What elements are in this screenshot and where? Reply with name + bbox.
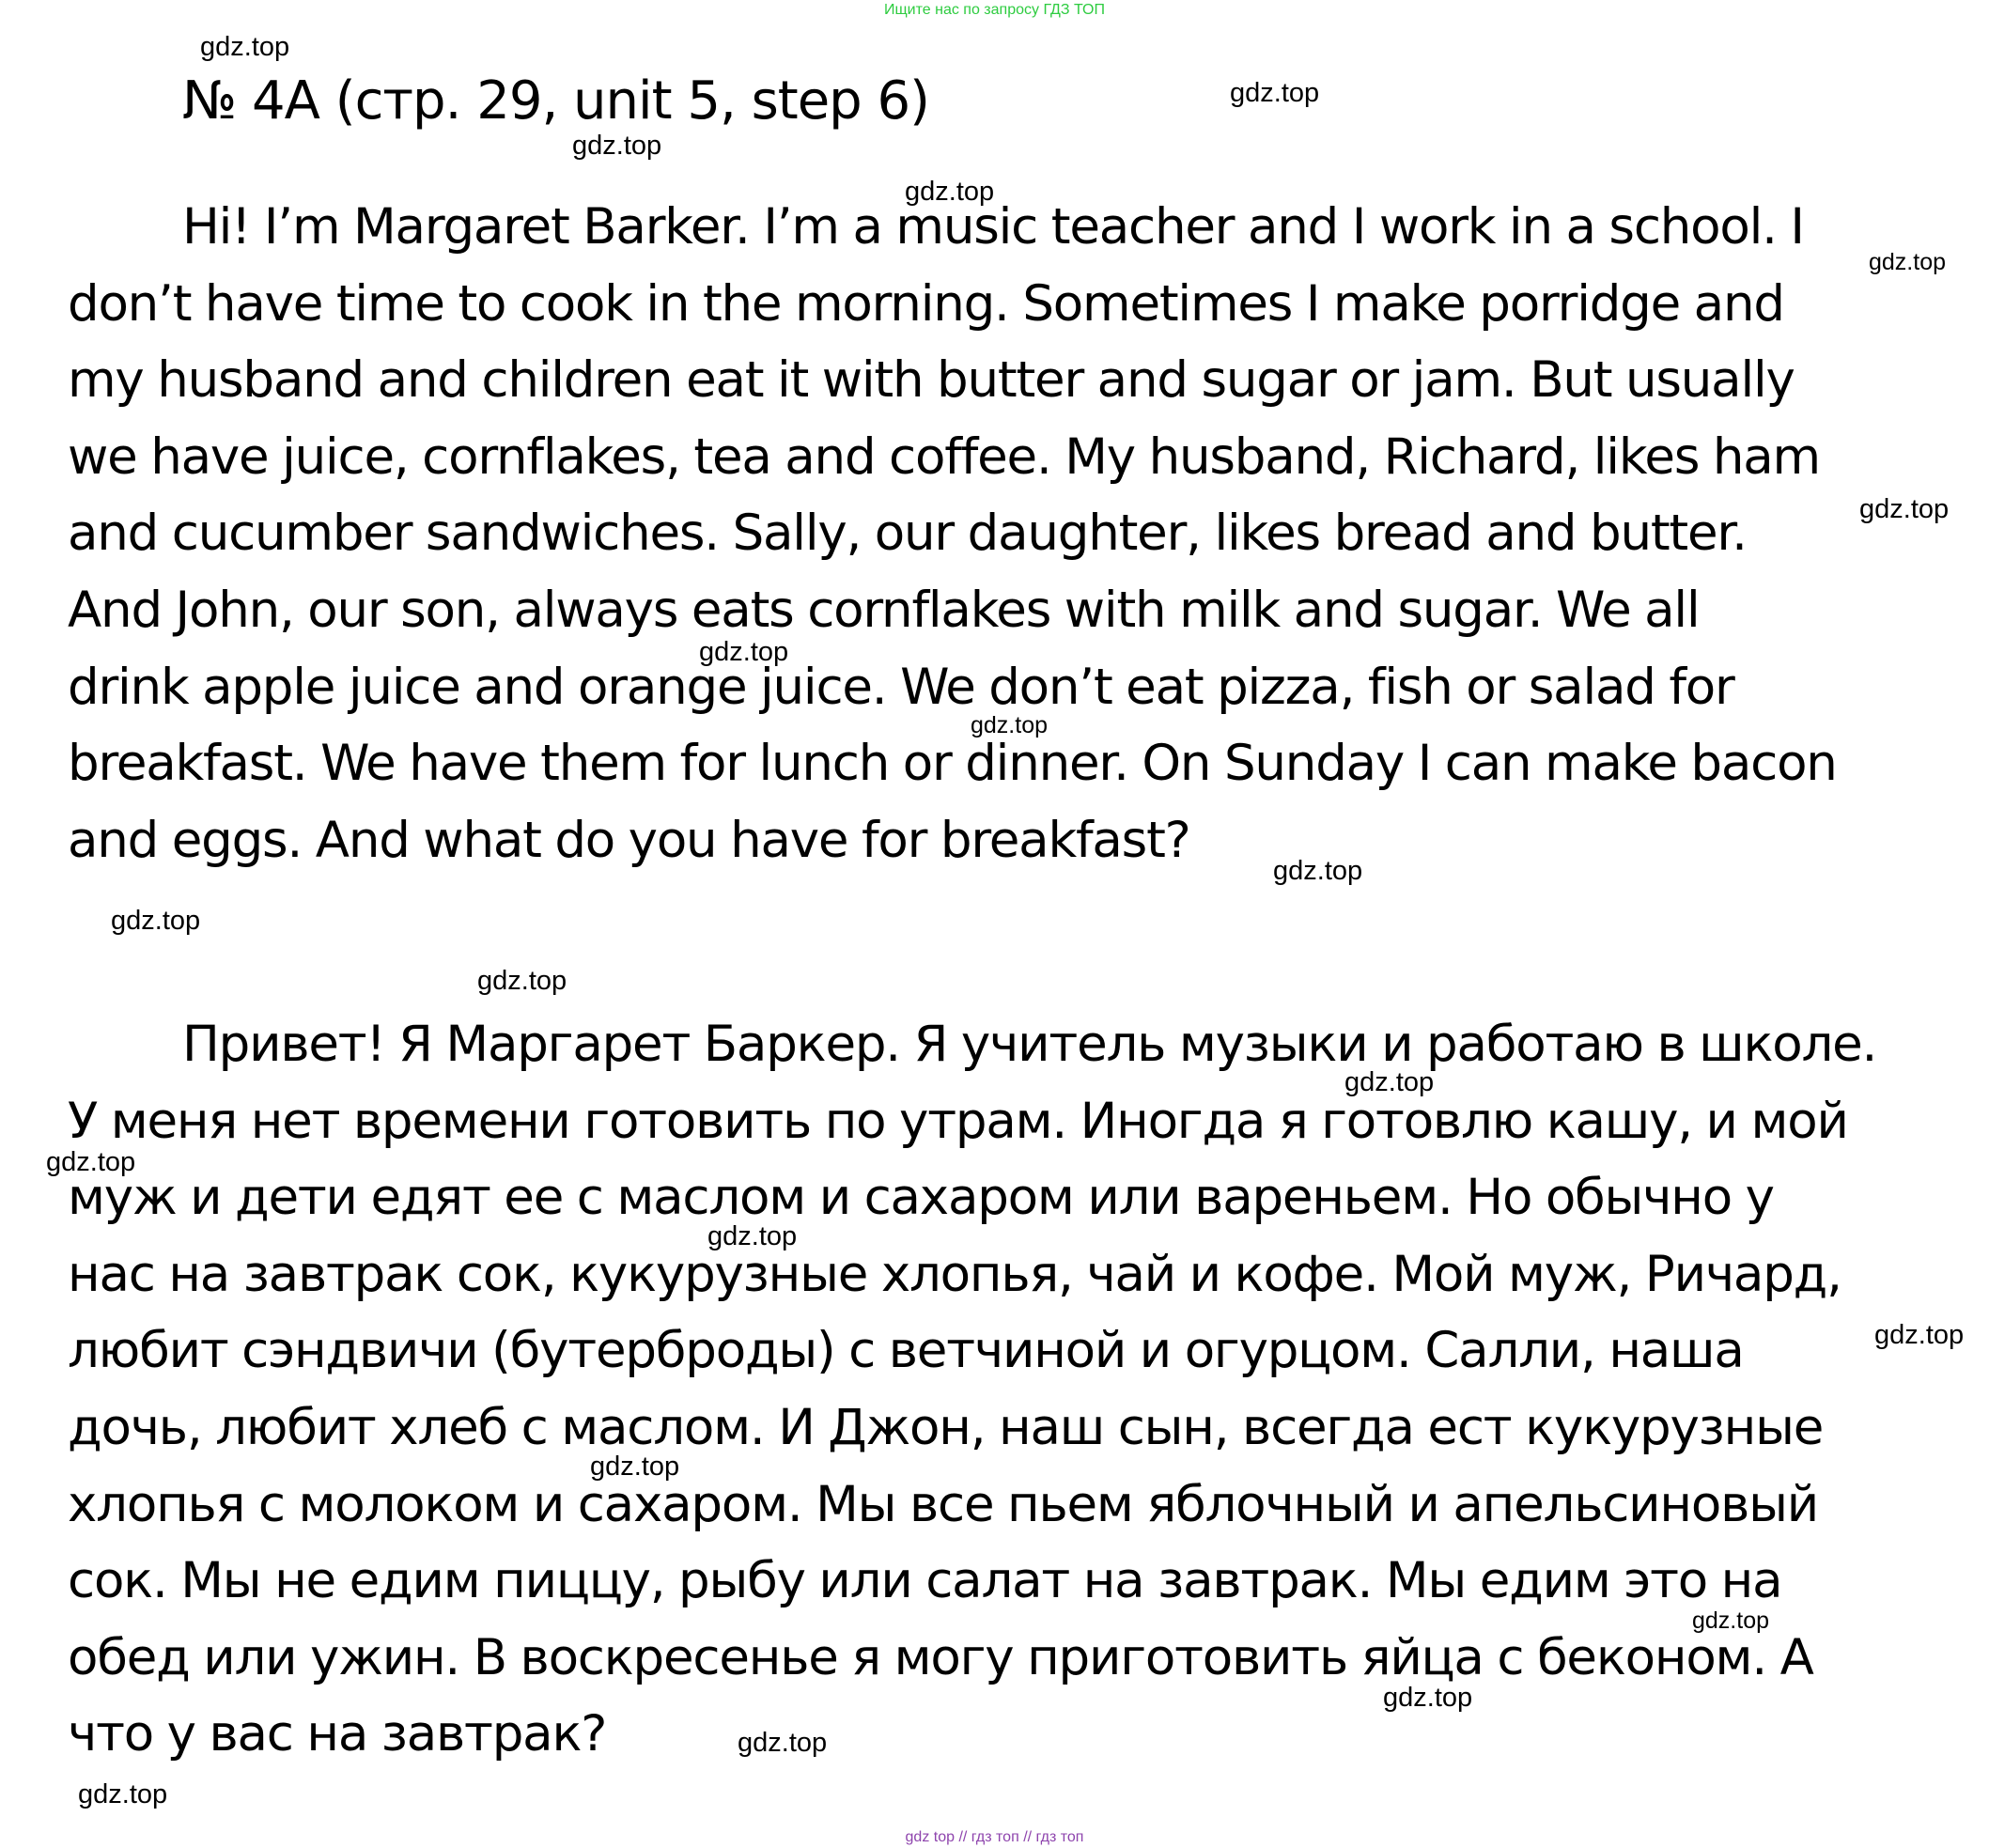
- watermark: gdz.top: [590, 1452, 680, 1482]
- russian-line: любит сэндвичи (бутерброды) с ветчиной и огурцом. Салли, наша: [68, 1322, 1744, 1380]
- russian-line: нас на завтрак сок, кукурузные хлопья, чай и кофе. Мой муж, Ричард,: [68, 1245, 1841, 1303]
- watermark: gdz.top: [572, 131, 662, 161]
- watermark: gdz.top: [477, 966, 567, 996]
- russian-line: дочь, любит хлеб с маслом. И Джон, наш сын, всегда ест кукурузные: [68, 1398, 1824, 1456]
- footer-watermark: gdz top // гдз топ // гдз топ: [905, 1829, 1084, 1845]
- russian-line: муж и дети едят ее с маслом и сахаром или вареньем. Но обычно у: [68, 1169, 1774, 1227]
- watermark: gdz.top: [1383, 1683, 1473, 1713]
- top-banner: Ищите нас по запросу ГДЗ ТОП: [884, 2, 1105, 18]
- russian-line: что у вас на завтрак?: [68, 1705, 607, 1763]
- watermark: gdz.top: [699, 637, 789, 667]
- english-paragraph: [68, 189, 1981, 878]
- watermark: gdz.top: [46, 1147, 136, 1177]
- watermark: gdz.top: [1859, 494, 1950, 524]
- english-line: and cucumber sandwiches. Sally, our daughter, likes bread and butter.: [68, 505, 1747, 563]
- watermark: gdz.top: [200, 32, 290, 62]
- watermark: gdz.top: [111, 906, 201, 936]
- watermark: gdz.top: [1344, 1067, 1435, 1097]
- english-line: breakfast. We have them for lunch or dinner. On Sunday I can make bacon: [68, 735, 1837, 793]
- english-line: Hi! I’m Margaret Barker. I’m a music teacher and I work in a school. I: [182, 198, 1804, 256]
- watermark: gdz.top: [1273, 856, 1363, 886]
- exercise-title: № 4A (стр. 29, unit 5, step 6): [182, 70, 929, 132]
- russian-line: У меня нет времени готовить по утрам. Иногда я готовлю кашу, и мой: [68, 1092, 1848, 1150]
- english-line: and eggs. And what do you have for breakfast?: [68, 811, 1190, 869]
- watermark: gdz.top: [707, 1221, 798, 1251]
- english-line: don’t have time to cook in the morning. Sometimes I make porridge and: [68, 274, 1784, 333]
- english-line: my husband and children eat it with butter and sugar or jam. But usually: [68, 351, 1795, 410]
- watermark: gdz.top: [1869, 249, 1947, 275]
- watermark: gdz.top: [78, 1779, 168, 1809]
- russian-line: сок. Мы не едим пиццу, рыбу или салат на завтрак. Мы едим это на: [68, 1552, 1782, 1610]
- watermark: gdz.top: [905, 177, 995, 207]
- russian-line: обед или ужин. В воскресенье я могу приготовить яйца с беконом. А: [68, 1628, 1813, 1686]
- english-line: we have juice, cornflakes, tea and coffee. My husband, Richard, likes ham: [68, 427, 1820, 486]
- watermark: gdz.top: [738, 1728, 828, 1758]
- english-line: And John, our son, always eats cornflakes with milk and sugar. We all: [68, 581, 1700, 639]
- watermark: gdz.top: [1230, 78, 1320, 108]
- russian-line: хлопья с молоком и сахаром. Мы все пьем яблочный и апельсиновый: [68, 1475, 1819, 1533]
- watermark: gdz.top: [1874, 1320, 1965, 1350]
- watermark: gdz.top: [971, 712, 1049, 738]
- watermark: gdz.top: [1692, 1607, 1770, 1634]
- english-line: drink apple juice and orange juice. We don’t eat pizza, fish or salad for: [68, 658, 1734, 716]
- russian-paragraph: [68, 1006, 1981, 1773]
- russian-line: Привет! Я Маргарет Баркер. Я учитель музыки и работаю в школе.: [182, 1016, 1877, 1073]
